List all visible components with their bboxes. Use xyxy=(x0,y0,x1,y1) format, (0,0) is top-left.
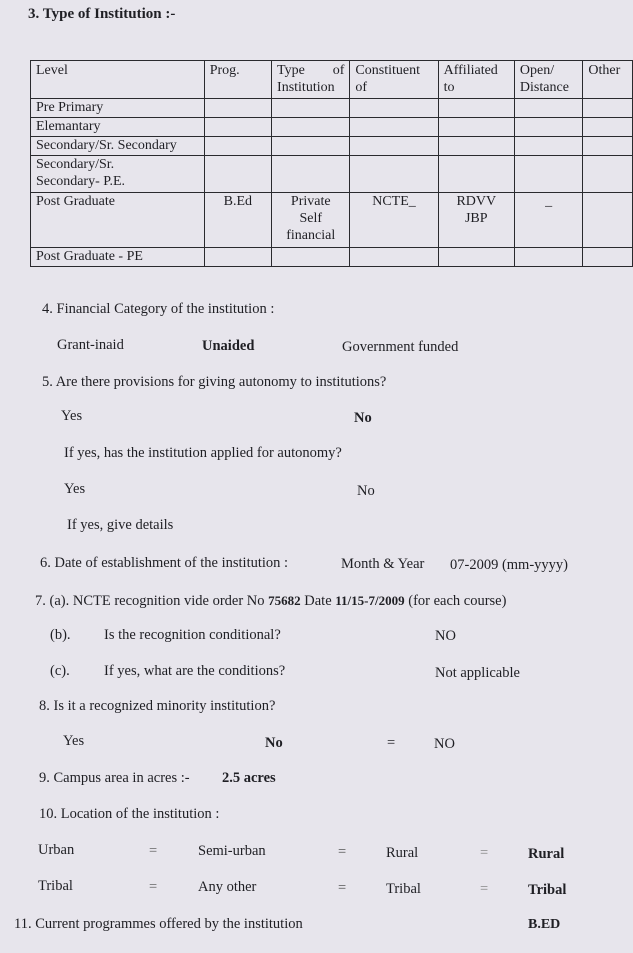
recognition-order-no: 75682 xyxy=(268,593,301,608)
location-tribal: Tribal xyxy=(38,878,73,894)
minority-no: No xyxy=(265,735,283,751)
header-affiliated xyxy=(438,61,514,99)
location-eq-3: = xyxy=(480,845,489,861)
section-4-question: 4. Financial Category of the institution : xyxy=(42,301,275,317)
location-eq-4: = xyxy=(149,879,158,895)
location-eq-1: = xyxy=(149,843,158,859)
applied-no: No xyxy=(357,483,375,499)
cell-level-a: Secondary/Sr. xyxy=(36,157,115,172)
autonomy-sub-question: If yes, has the institution applied for autonomy? xyxy=(64,445,342,461)
cell-affiliated xyxy=(438,193,514,248)
cell-level: Secondary/Sr. Secondary xyxy=(31,137,205,156)
financial-option-grant: Grant-inaid xyxy=(57,337,124,353)
section-6-question: 6. Date of establishment of the institution : xyxy=(40,555,289,571)
section-7c-label: (c). xyxy=(50,663,70,679)
section-3-title: 3. Type of Institution :- xyxy=(28,6,176,22)
header-type-a: Type xyxy=(277,63,305,78)
financial-option-government: Government funded xyxy=(342,339,459,355)
cell-type-a: Private xyxy=(290,194,331,209)
header-affiliated-a: Affiliated xyxy=(443,63,498,78)
header-type-c: Institution xyxy=(277,80,335,95)
institution-type-table xyxy=(30,60,633,267)
recognition-suffix: (for each course) xyxy=(408,593,507,609)
header-prog: Prog. xyxy=(204,61,271,99)
minority-equals: = xyxy=(387,735,396,751)
location-any-other: Any other xyxy=(198,879,257,895)
applied-yes: Yes xyxy=(64,481,86,497)
table-row xyxy=(31,248,633,267)
section-7a xyxy=(35,593,506,610)
section-5-question: 5. Are there provisions for giving autonomy to institutions? xyxy=(42,374,387,390)
campus-area: 2.5 acres xyxy=(222,770,276,786)
header-constituent xyxy=(350,61,438,99)
location-eq-6: = xyxy=(480,881,489,897)
recognition-date: 11/15-7/2009 xyxy=(335,593,405,608)
minority-yes: Yes xyxy=(63,733,85,749)
autonomy-details: If yes, give details xyxy=(67,517,174,533)
cell-type-c: financial xyxy=(286,228,336,243)
cell-constituent: NCTE_ xyxy=(350,193,438,248)
section-11-question: 11. Current programmes offered by the institution xyxy=(14,916,303,932)
table-row xyxy=(31,99,633,118)
section-7c-answer: Not applicable xyxy=(435,665,520,681)
cell-affiliated-b: JBP xyxy=(464,211,488,226)
header-type-b: of xyxy=(332,63,345,78)
header-open-b: Distance xyxy=(519,80,569,95)
section-9-question: 9. Campus area in acres :- xyxy=(39,770,190,786)
table-row xyxy=(31,118,633,137)
location-urban: Urban xyxy=(38,842,75,858)
cell-level: Pre Primary xyxy=(31,99,205,118)
cell-level xyxy=(31,156,205,193)
header-open-a: Open/ xyxy=(519,63,555,78)
location-eq-5: = xyxy=(338,880,347,896)
cell-type xyxy=(272,193,350,248)
section-7b-answer: NO xyxy=(435,628,456,644)
cell-level: Post Graduate xyxy=(31,193,205,248)
financial-option-unaided: Unaided xyxy=(202,338,255,354)
location-tribal-answer: Tribal xyxy=(528,882,567,898)
table-row xyxy=(31,193,633,248)
header-open xyxy=(514,61,582,99)
header-constituent-b: of xyxy=(355,80,368,95)
cell-level: Post Graduate - PE xyxy=(31,248,205,267)
location-rural: Rural xyxy=(386,845,419,861)
header-affiliated-b: to xyxy=(443,80,455,95)
header-level: Level xyxy=(31,61,205,99)
table-row xyxy=(31,137,633,156)
programmes-answer: B.ED xyxy=(528,917,561,932)
autonomy-yes: Yes xyxy=(61,408,83,424)
cell-affiliated-a: RDVV xyxy=(456,194,497,209)
establishment-label: Month & Year xyxy=(341,556,425,572)
recognition-date-label: Date xyxy=(304,593,332,609)
header-type xyxy=(272,61,350,99)
section-8-question: 8. Is it a recognized minority institution? xyxy=(39,698,276,714)
section-7b-label: (b). xyxy=(50,627,71,643)
location-eq-2: = xyxy=(338,844,347,860)
cell-level-b: Secondary- P.E. xyxy=(36,174,126,189)
minority-answer: NO xyxy=(434,736,455,752)
header-constituent-a: Constituent xyxy=(355,63,420,78)
cell-level: Elemantary xyxy=(31,118,205,137)
table-header-row xyxy=(31,61,633,99)
section-7b-question: Is the recognition conditional? xyxy=(104,627,281,643)
location-tribal-2: Tribal xyxy=(386,881,421,897)
establishment-date: 07-2009 (mm-yyyy) xyxy=(450,557,568,573)
location-semi-urban: Semi-urban xyxy=(198,843,266,859)
cell-open: _ xyxy=(514,193,582,248)
location-rural-answer: Rural xyxy=(528,846,565,862)
table-row xyxy=(31,156,633,193)
cell-type-b: Self xyxy=(299,211,323,226)
header-other: Other xyxy=(583,61,633,99)
section-7c-question: If yes, what are the conditions? xyxy=(104,663,286,679)
cell-prog: B.Ed xyxy=(204,193,271,248)
section-10-question: 10. Location of the institution : xyxy=(39,806,220,822)
recognition-prefix: 7. (a). NCTE recognition vide order No xyxy=(35,593,265,609)
autonomy-no: No xyxy=(354,410,372,426)
